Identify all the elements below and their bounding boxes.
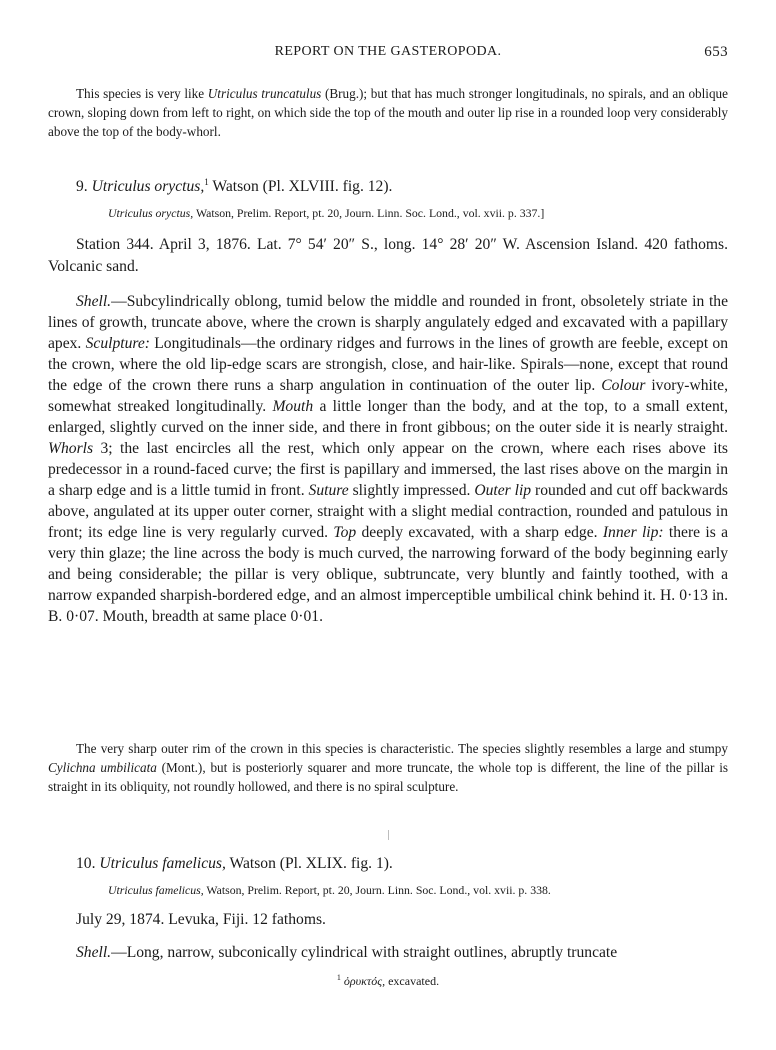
intro-note-text: This species is very like bbox=[76, 86, 208, 101]
desc-text: Longitudinals—the ordinary ridges and furrows in the lines of growth are feeble, except on the crown, where the old lip-edge scars are strongish, close, and hair-like. Spirals—none, except that round the edge of the crown there runs a sharp angulation in continuation of the outer lip. bbox=[48, 335, 729, 394]
species-9-station: Station 344. April 3, 1876. Lat. 7° 54′ 20″ S., long. 14° 28′ 20″ W. Ascension Island. 420 fathoms. Volcanic sand. bbox=[48, 236, 728, 275]
intro-note-text-continued: (Brug.); but that has much stronger longitudinals, no spirals, and an oblique crown, sloping down from left to right, on which side the top of the mouth and outer lip rise in a rounded loop very considerably above the top of the body-whorl. bbox=[48, 86, 729, 139]
citation-name: Utriculus famelicus, bbox=[108, 883, 204, 897]
desc-text: —Subcylindrically oblong, tumid below the middle and rounded in front, obsoletely striate in the lines of growth, truncate above, where the crown is sharply angulately edged and excavated with a papillary apex. bbox=[48, 293, 728, 352]
species-name: Utriculus famelicus, bbox=[99, 855, 226, 872]
footnote-greek-word: ὀρυκτός, bbox=[343, 974, 386, 988]
shell-label: Shell. bbox=[76, 293, 112, 310]
desc-text: 3; the last encircles all the rest, which only appear on the crown, where each rises above its predecessor in a round-faced curve; the first is papillary and immersed, the last rises above on the margin in a sharp edge and is a little tumid in front. bbox=[48, 440, 728, 499]
species-name: Utriculus oryctus, bbox=[91, 178, 205, 196]
species-authority: Watson (Pl. XLIX. fig. 1). bbox=[225, 855, 393, 872]
species-number: 9. bbox=[76, 178, 88, 196]
intro-note bbox=[48, 84, 728, 141]
species-9-heading bbox=[76, 177, 728, 196]
citation-name: Utriculus oryctus, bbox=[108, 206, 194, 220]
term-colour: Colour bbox=[601, 377, 646, 394]
species-name-cylichna: Cylichna umbilicata bbox=[48, 760, 157, 775]
desc-text: a little longer than the body, and at the top, to a small extent, enlarged, slightly curved on the inner side, and there in front gibbous; on the outer side it is nearly straight. bbox=[48, 398, 728, 436]
footnote-reference: 1 bbox=[204, 177, 209, 187]
species-10-shell-description bbox=[48, 942, 728, 963]
species-9-citation bbox=[108, 206, 728, 221]
footnote-marker: 1 bbox=[336, 973, 341, 982]
species-10-station: July 29, 1874. Levuka, Fiji. 12 fathoms. bbox=[76, 911, 326, 928]
term-outer-lip: Outer lip bbox=[474, 482, 532, 499]
desc-text: deeply excavated, with a sharp edge. bbox=[356, 524, 603, 541]
desc-text: slightly impressed. bbox=[348, 482, 475, 499]
remark-text: The very sharp outer rim of the crown in this species is characteristic. The species slightly resembles a large and stumpy bbox=[76, 741, 728, 756]
species-authority: Watson (Pl. XLVIII. fig. 12). bbox=[208, 178, 393, 196]
running-header bbox=[48, 44, 728, 64]
term-top: Top bbox=[333, 524, 357, 541]
species-name-truncatulus: Utriculus truncatulus bbox=[207, 86, 322, 101]
footnote-gloss: excavated. bbox=[385, 974, 440, 988]
remark-text-continued: (Mont.), but is posteriorly squarer and more truncate, the whole top is different, the line of the pillar is straight in its obliquity, not roundly hollowed, and there is no spiral sculpture. bbox=[48, 760, 728, 794]
citation-reference: Watson, Prelim. Report, pt. 20, Journ. Linn. Soc. Lond., vol. xvii. p. 337.] bbox=[193, 206, 545, 220]
shell-label: Shell. bbox=[76, 944, 112, 961]
term-sculpture: Sculpture: bbox=[85, 335, 150, 352]
species-10-heading bbox=[76, 855, 728, 873]
desc-text: ivory-white, somewhat streaked longitudinally. bbox=[48, 377, 728, 415]
page-number: 653 bbox=[704, 44, 728, 60]
desc-text: rounded and cut off backwards above, angulated at its upper outer corner, straight with a slight medial contraction, rounded and patulous in front; its edge line is very regularly curved. bbox=[48, 482, 728, 541]
desc-text: there is a very thin glaze; the line across the body is much curved, the narrowing forward of the body beginning early and being considerable; the pillar is very oblique, subtruncate, very bluntly and faintly toothed, with a narrow expanded sharpish-bordered edge, and an almost imperceptible umbilical chink behind it. H. 0·13 in. B. 0·07. Mouth, breadth at same place 0·01. bbox=[48, 524, 728, 625]
species-9-remark bbox=[48, 739, 728, 796]
species-number: 10. bbox=[76, 855, 96, 872]
species-10-citation bbox=[108, 883, 728, 898]
species-9-shell-description bbox=[48, 291, 728, 627]
term-inner-lip: Inner lip: bbox=[602, 524, 664, 541]
footnote bbox=[48, 973, 728, 989]
term-suture: Suture bbox=[308, 482, 349, 499]
desc-text: —Long, narrow, subconically cylindrical with straight outlines, abruptly truncate bbox=[111, 944, 618, 961]
running-title: REPORT ON THE GASTEROPODA. bbox=[274, 44, 502, 59]
term-whorls: Whorls bbox=[48, 440, 94, 457]
hairline-mark bbox=[388, 830, 389, 840]
citation-reference: Watson, Prelim. Report, pt. 20, Journ. Linn. Soc. Lond., vol. xvii. p. 338. bbox=[203, 883, 551, 897]
term-mouth: Mouth bbox=[272, 398, 314, 415]
